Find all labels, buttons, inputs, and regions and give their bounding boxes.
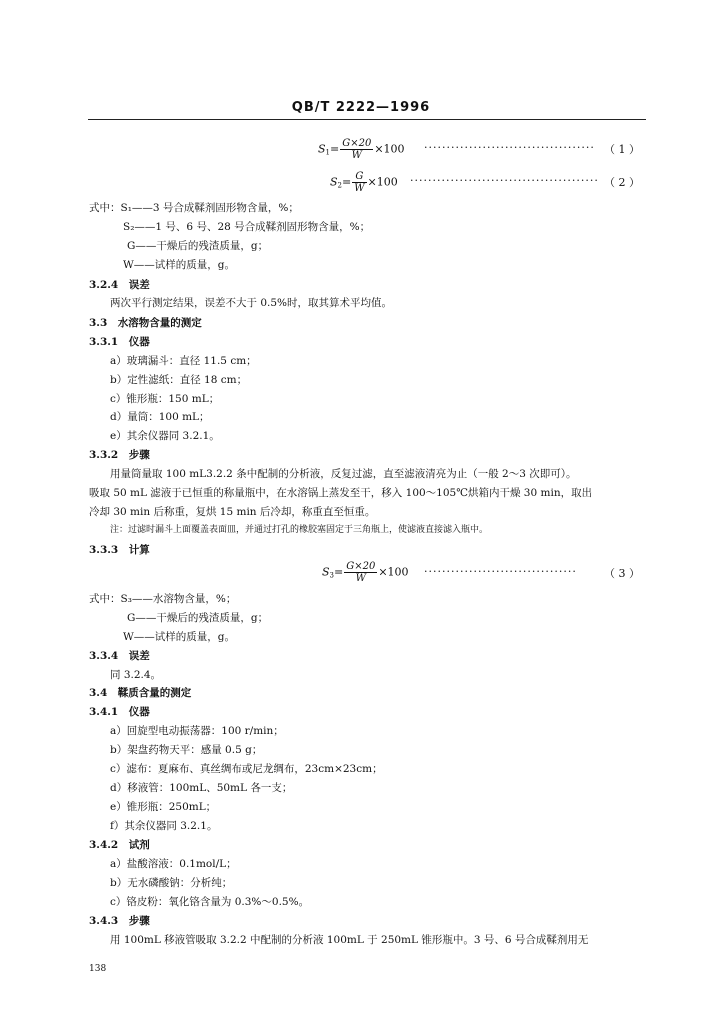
section-3-2-4-text: 两次平行测定结果，误差不大于 0.5%时，取其算术平均值。	[110, 297, 393, 309]
list-item: b）定性滤纸：直径 18 cm；	[110, 374, 248, 386]
eq3-denominator: W	[355, 573, 366, 584]
eq3-tail: ×100	[378, 565, 409, 579]
where3-line-3: W——试样的质量，g。	[123, 631, 236, 643]
paragraph-line: 吸取 50 mL 滤液于已恒重的称量瓶中，在水溶锅上蒸发至干，移入 100～105℃烘箱内干燥 30 min，取出	[89, 487, 593, 499]
eq2-number: （ 2 ）	[604, 176, 640, 189]
list-item: e）锥形瓶：250mL；	[110, 801, 217, 813]
section-3-3-4-title: 3.3.4 误差	[89, 650, 150, 662]
eq3-number: （ 3 ）	[604, 567, 640, 580]
eq2-op: =	[342, 175, 352, 189]
list-item: c）滤布：夏麻布、真丝绸布或尼龙绸布，23cm×23cm；	[110, 763, 383, 775]
list-item: e）其余仪器同 3.2.1。	[110, 430, 220, 442]
where3-line-2: G——干燥后的残渣质量，g；	[127, 612, 269, 624]
equation-3	[322, 561, 409, 584]
eq2-tail: ×100	[367, 175, 398, 189]
section-3-4-1-title: 3.4.1 仪器	[89, 706, 150, 718]
list-item: c）铬皮粉：氧化铬含量为 0.3%～0.5%。	[110, 896, 310, 908]
page-number: 138	[89, 964, 107, 974]
eq1-op: =	[330, 142, 340, 156]
section-3-3-4-text: 同 3.2.4。	[110, 669, 162, 681]
list-item: d）移液管：100mL、50mL 各一支；	[110, 782, 293, 794]
eq1-number: （ 1 ）	[604, 143, 640, 156]
eq3-leader: ··································	[424, 565, 577, 578]
eq1-tail: ×100	[374, 142, 405, 156]
section-3-3-title: 3.3 水溶物含量的测定	[89, 317, 202, 329]
page-header: QB/T 2222—1996	[291, 100, 431, 115]
eq2-numerator: G	[352, 171, 366, 183]
list-item: a）盐酸溶液：0.1mol/L；	[110, 858, 237, 870]
list-item: a）玻璃漏斗：直径 11.5 cm；	[110, 355, 257, 367]
list-item: b）架盘药物天平：感量 0.5 g；	[110, 744, 263, 756]
eq1-sub: 1	[325, 148, 331, 157]
section-3-3-2-title: 3.3.2 步骤	[89, 449, 150, 461]
list-item: d）量筒：100 mL；	[110, 411, 210, 423]
paragraph-line: 用量筒量取 100 mL3.2.2 条中配制的分析液，反复过滤，直至滤液清亮为止（一般 2～3 次即可）。	[110, 468, 577, 480]
section-3-3-3-title: 3.3.3 计算	[89, 544, 150, 556]
eq2-leader: ··········································	[410, 174, 599, 187]
section-3-4-2-title: 3.4.2 试剂	[89, 839, 150, 851]
section-3-4-3-title: 3.4.3 步骤	[89, 915, 150, 927]
section-3-3-1-title: 3.3.1 仪器	[89, 336, 150, 348]
where1-line-1: 式中：S₁——3 号合成鞣剂固形物含量，%；	[89, 202, 299, 214]
list-item: a）回旋型电动振荡器：100 r/min；	[110, 725, 284, 737]
list-item: c）锥形瓶：150 mL；	[110, 393, 220, 405]
where1-line-4: W——试样的质量，g。	[123, 259, 236, 271]
eq2-denominator: W	[354, 183, 365, 194]
where1-line-2: S₂——1 号、6 号、28 号合成鞣剂固形物含量，%；	[123, 221, 371, 233]
header-rule	[88, 119, 646, 120]
note: 注：过滤时漏斗上面覆盖表面皿，并通过打孔的橡胶塞固定于三角瓶上，使滤液直接滤入瓶中。	[110, 525, 489, 535]
eq3-sub: 3	[329, 571, 335, 580]
eq2-lhs: S	[330, 175, 338, 189]
section-3-2-4-title: 3.2.4 误差	[89, 279, 150, 291]
eq3-op: =	[334, 565, 344, 579]
equation-2	[330, 171, 398, 194]
eq1-denominator: W	[351, 150, 362, 161]
where1-line-3: G——干燥后的残渣质量，g；	[127, 240, 269, 252]
eq3-lhs: S	[322, 565, 330, 579]
eq3-numerator: G×20	[346, 561, 376, 572]
eq2-sub: 2	[337, 181, 343, 190]
paragraph-line: 冷却 30 min 后称重，复烘 15 min 后冷却，称重直至恒重。	[89, 506, 376, 518]
eq1-numerator: G×20	[342, 138, 372, 149]
list-item: f）其余仪器同 3.2.1。	[110, 820, 218, 832]
eq1-leader: ······································	[424, 141, 595, 154]
where3-line-1: 式中：S₃——水溶物含量，%；	[89, 593, 237, 605]
section-3-4-title: 3.4 鞣质含量的测定	[89, 687, 192, 699]
equation-1	[318, 138, 405, 161]
section-3-4-3-text: 用 100mL 移液管吸取 3.2.2 中配制的分析液 100mL 于 250mL 锥形瓶中。3 号、6 号合成鞣剂用无	[110, 934, 589, 946]
eq1-lhs: S	[318, 142, 326, 156]
list-item: b）无水磷酸钠：分析纯；	[110, 877, 233, 889]
